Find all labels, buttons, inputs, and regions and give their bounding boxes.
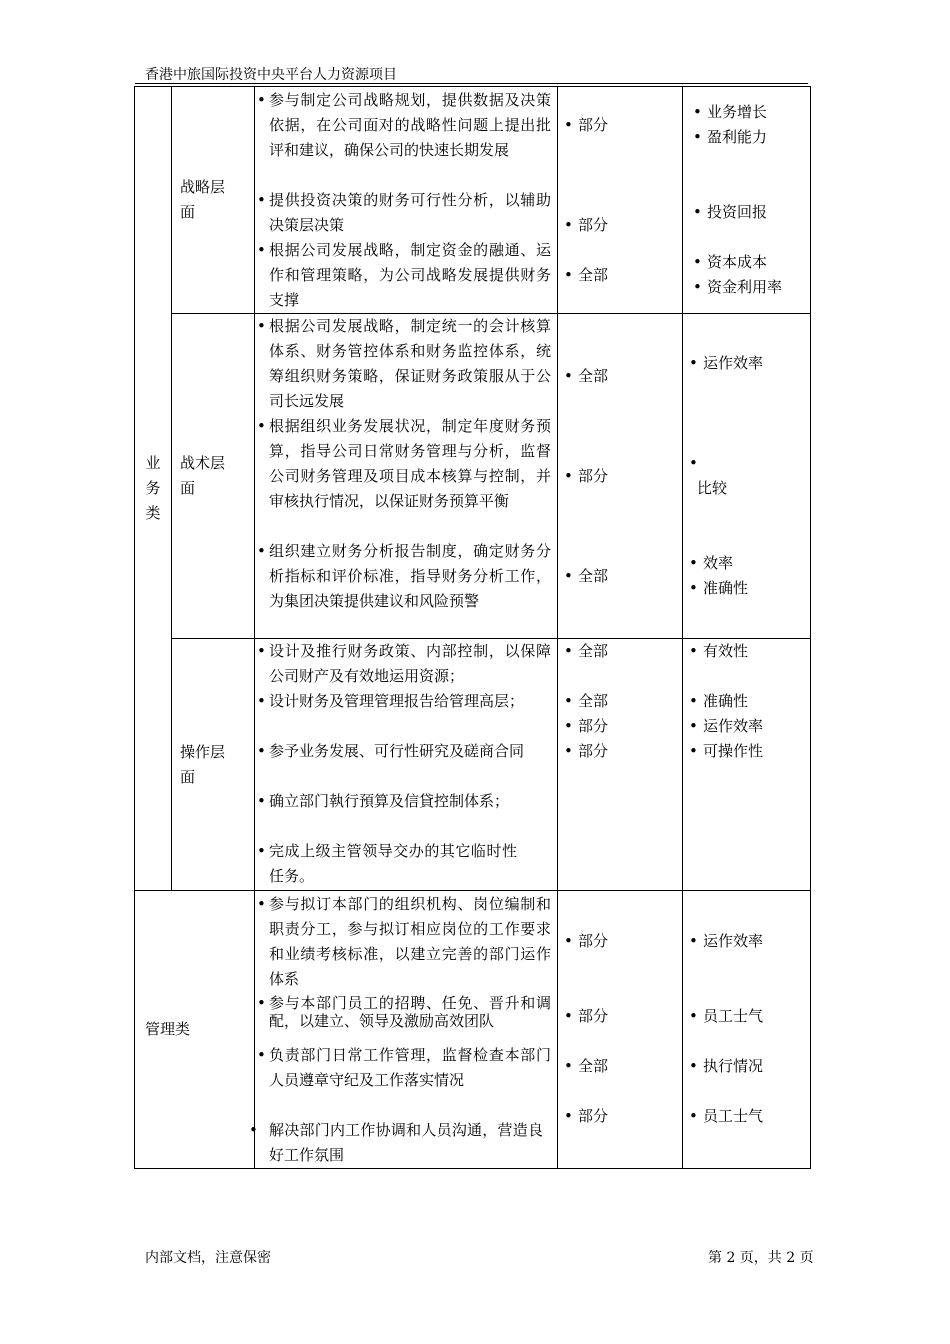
table-row-management [135,891,811,1169]
footer-page-number: 第 2 页，共 2 页 [708,1250,814,1266]
bullet-icon: • [257,842,266,860]
duty-item [257,994,551,1030]
scope-item [564,113,608,138]
metric-text: 盈利能力 [707,128,768,146]
metric-text: 执行情况 [703,1057,764,1075]
scope-cell [558,891,683,1169]
page-header-title: 香港中旅国际投资中央平台人力资源项目 [145,67,397,83]
bullet-icon: • [693,128,702,146]
scope-text: 部分 [578,1007,609,1025]
metric-item [689,451,703,476]
duty-text: 参与制定公司战略规划，提供数据及决策依据，在公司面对的战略性问题上提出批评和建议，确保公司的快速长期发展 [269,91,551,159]
table-row-operational [135,639,811,891]
scope-text: 全部 [578,567,609,585]
metric-item [693,125,767,150]
duty-item [257,414,551,514]
header-divider [135,83,808,84]
category-char: 类 [145,504,161,522]
bullet-icon: • [689,717,698,735]
duty-item [257,689,527,714]
scope-item [564,564,608,589]
level-label-line: 面 [180,479,196,497]
responsibility-table [134,86,811,1169]
duty-text: 参与拟订本部门的组织机构、岗位编制和职责分工，参与拟订相应岗位的工作要求和业绩考核标准，以建立完善的部门运作体系 [269,895,551,988]
metric-item [697,476,727,501]
bullet-icon: • [693,278,702,296]
metric-text: 有效性 [703,642,749,660]
bullet-icon: • [689,742,698,760]
scope-text: 部分 [578,216,609,234]
bullet-icon: • [693,253,702,271]
bullet-icon: • [257,792,266,810]
bullet-icon: • [564,216,573,234]
bullet-icon: • [257,1046,266,1064]
scope-item [564,1104,608,1129]
bullet-icon: • [693,203,702,221]
metric-item [689,929,763,954]
metric-text: 比较 [697,479,728,497]
duties-cell [255,314,558,639]
duty-item [257,1043,551,1093]
bullet-icon: • [564,1057,573,1075]
bullet-icon: • [257,542,266,560]
bullet-icon: • [689,354,698,372]
level-label-line: 战略层 [180,178,226,196]
scope-item [564,929,608,954]
duty-text: 根据公司发展战略，制定资金的融通、运作和管理策略，为公司战略发展提供财务支撑 [269,241,551,309]
level-label-line: 面 [180,203,196,221]
metric-item [689,551,733,576]
category-char: 业 [145,454,161,472]
bullet-icon: • [564,717,573,735]
metric-item [689,689,748,714]
bullet-icon: • [564,932,573,950]
scope-text: 全部 [578,642,609,660]
metric-text: 资金利用率 [707,278,783,296]
duty-item [249,1118,543,1168]
duty-text: 参予业务发展、可行性研究及磋商合同 [269,742,525,760]
table-row-strategic [135,87,811,314]
duty-text: 完成上级主管领导交办的其它临时性任务。 [269,842,517,885]
scope-item [564,1004,608,1029]
bullet-icon: • [257,241,266,259]
bullet-icon: • [257,191,266,209]
bullet-icon: • [564,467,573,485]
bullet-icon: • [564,567,573,585]
metric-text: 准确性 [703,692,749,710]
duty-item [257,639,551,689]
scope-cell [558,87,683,314]
metric-item [689,714,763,739]
scope-text: 部分 [578,1107,609,1125]
metric-text: 运作效率 [703,932,764,950]
bullet-icon: • [257,994,266,1012]
footer-confidential: 内部文档，注意保密 [145,1250,271,1266]
bullet-icon: • [564,266,573,284]
metric-cell [683,87,811,314]
bullet-icon: • [689,454,698,472]
category-business [135,87,172,891]
scope-text: 部分 [578,467,609,485]
duty-item [257,188,551,238]
duty-item [257,892,551,992]
scope-item [564,1054,608,1079]
bullet-icon: • [564,1007,573,1025]
metric-item [689,576,748,601]
scope-text: 部分 [578,742,609,760]
duty-item [257,739,551,764]
duties-cell [255,87,558,314]
duties-cell [249,891,558,1169]
metric-item [689,739,763,764]
duty-item [257,314,551,414]
metric-item [693,100,767,125]
metric-text: 准确性 [703,579,749,597]
duty-text: 设计财务及管理管理报告给管理高层； [269,692,525,710]
metric-cell [683,639,811,891]
bullet-icon: • [689,554,698,572]
duty-text: 确立部门執行預算及信貸控制体系； [269,792,510,810]
bullet-icon: • [257,742,266,760]
category-char: 务 [145,479,161,497]
scope-item [564,263,608,288]
scope-cell [558,639,683,891]
scope-text: 部分 [578,717,609,735]
metric-text: 投资回报 [707,203,768,221]
bullet-icon: • [564,116,573,134]
bullet-icon: • [693,103,702,121]
duty-item [257,839,517,889]
metric-text: 效率 [703,554,734,572]
duty-text: 负责部门日常工作管理，监督检查本部门人员遵章守纪及工作落实情况 [269,1046,551,1089]
scope-cell [558,314,683,639]
metric-text: 运作效率 [703,354,764,372]
bullet-icon: • [257,91,266,109]
scope-item [564,739,608,764]
scope-text: 全部 [578,1057,609,1075]
scope-text: 部分 [578,116,609,134]
metric-text: 业务增长 [707,103,768,121]
metric-text: 员工士气 [703,1007,764,1025]
duty-item [257,88,551,163]
metric-text: 可操作性 [703,742,764,760]
duty-text: 提供投资决策的财务可行性分析，以辅助决策层决策 [269,191,551,234]
scope-item [564,364,608,389]
metric-cell [683,314,811,639]
level-label-line: 战术层 [180,454,226,472]
metric-text: 运作效率 [703,717,764,735]
category-management: 管理类 [135,891,255,1169]
bullet-icon: • [257,642,266,660]
bullet-icon: • [257,417,266,435]
metric-text: 资本成本 [707,253,768,271]
scope-item [564,714,608,739]
scope-text: 全部 [578,266,609,284]
scope-text: 全部 [578,692,609,710]
level-label-line: 操作层 [180,742,226,761]
metric-item [689,1104,763,1129]
duty-text: 根据组织业务发展状况，制定年度财务预算，指导公司日常财务管理与分析，监督公司财务管理及项目成本核算与控制，并审核执行情况，以保证财务预算平衡 [269,417,551,510]
bullet-icon: • [257,895,266,913]
level-label-line: 面 [180,767,196,786]
bullet-icon: • [564,642,573,660]
bullet-icon: • [689,1107,698,1125]
scope-item [564,464,608,489]
duty-text: 参与本部门员工的招聘、任免、晋升和调配，以建立、领导及激励高效团队 [269,994,551,1030]
metric-item [689,1004,763,1029]
metric-cell [683,891,811,1169]
bullet-icon: • [564,1107,573,1125]
metric-item [689,639,748,664]
bullet-icon: • [689,1007,698,1025]
duty-item [257,789,517,814]
bullet-icon: • [257,692,266,710]
duty-text: 设计及推行财务政策、内部控制，以保障公司财产及有效地运用资源； [269,642,551,685]
duty-item [257,238,551,313]
level-tactical [172,314,255,639]
scope-item [564,639,608,664]
metric-item [693,200,767,225]
bullet-icon: • [564,742,573,760]
level-strategic [172,87,255,314]
scope-item [564,213,608,238]
bullet-icon: • [257,317,266,335]
duties-cell [255,639,558,891]
bullet-icon: • [564,367,573,385]
scope-text: 全部 [578,367,609,385]
bullet-icon: • [689,1057,698,1075]
metric-item [693,250,767,275]
metric-item [689,1054,763,1079]
duty-item [257,539,551,614]
scope-text: 部分 [578,932,609,950]
duty-text: 根据公司发展战略，制定统一的会计核算体系、财务管控体系和财务监控体系，统筹组织财务策略，保证财务政策服从于公司长远发展 [269,317,551,410]
metric-item [693,275,782,300]
bullet-icon: • [564,692,573,710]
metric-text: 员工士气 [703,1107,764,1125]
table-row-tactical [135,314,811,639]
bullet-icon: • [689,932,698,950]
scope-item [564,689,608,714]
duty-text: 组织建立财务分析报告制度，确定财务分析指标和评价标准，指导财务分析工作，为集团决策提供建议和风险预警 [269,542,551,610]
duty-text: 解决部门内工作协调和人员沟通，营造良好工作氛围 [269,1121,543,1164]
metric-item [689,351,763,376]
bullet-icon: • [689,579,698,597]
bullet-icon: • [689,642,698,660]
bullet-icon: • [689,692,698,710]
level-operational [172,639,255,891]
bullet-icon: • [249,1121,258,1139]
